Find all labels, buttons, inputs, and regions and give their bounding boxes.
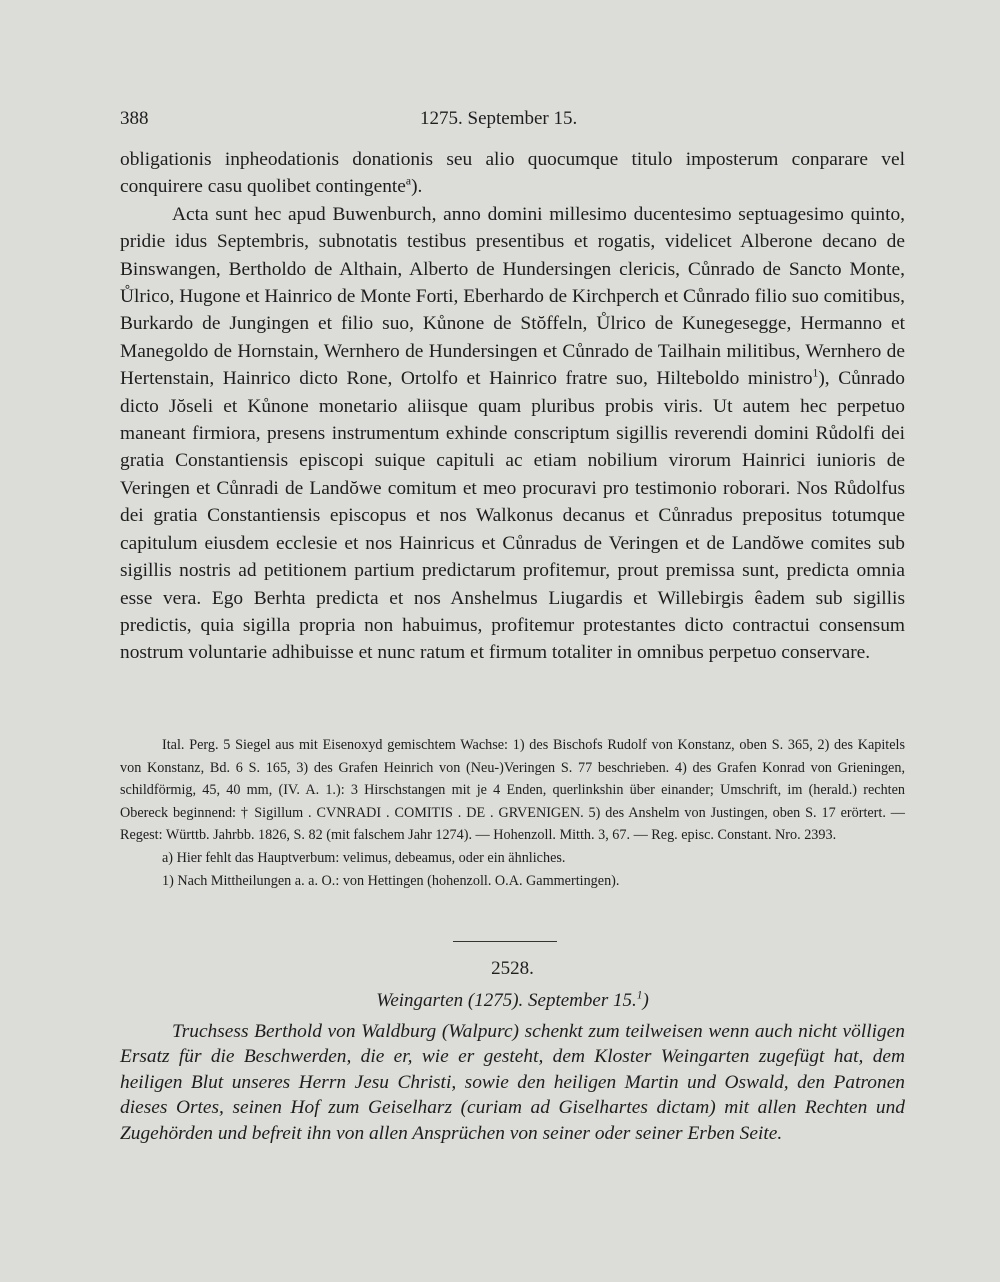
footnote-marker: a — [405, 174, 412, 188]
paragraph-text: ), Cůnrado dicto Jŏseli et Kůnone monetario aliisque quam pluribus probis viris. Ut autem hec perpetuo maneant firmiora, presens instrumentum exhinde conscriptum sigillis reverendi domini Růdolfi dei gratia Constantiensis episcopi suique capituli ac etiam nobilium virorum Hainrici iunioris de Veringen et Cůnradi de Landŏwe comitum et meo procuravi pro testimonio roborari. Nos Růdolfus dei gratia Constantiensis episcopus et nos Walkonus decanus et Cůnradus prepositus totumque capitulum eiusdem ecclesie et nos Hainricus et Cůnradus de Veringen et de Landŏwe comites sub sigillis nostris ad petitionem partium predictarum profitemur, prout premissa sunt, predicta omnia esse vera. Ego Berhta predicta et nos Anshelmus Liugardis et Willebirgis êadem sub sigillis predictis, quia sigilla propria non habuimus, profitemur protestantes dicto contractui consensum nostrum voluntarie adhibuisse et nunc ratum et firmum totaliter in omnibus perpetuo conservare. — [120, 368, 905, 664]
charter-text — [120, 146, 905, 667]
footnote-marker: 1 — [636, 989, 643, 1002]
charter-paragraph — [120, 146, 905, 201]
source-note: Ital. Perg. 5 Siegel aus mit Eisenoxyd gemischtem Wachse: 1) des Bischofs Rudolf von Konstanz, oben S. 365, 2) des Kapitels von Konstanz, Bd. 6 S. 165, 3) des Grafen Heinrich von (Neu-)Veringen S. 77 beschrieben. 4) des Grafen Konrad von Grieningen, schildförmig, 45, 40 mm, (IV. A. 1.): 3 Hirschstangen mit je 4 Enden, querlinkshin über einander; Umschrift, im (herald.) rechten Obereck beginnend: † Sigillum . CVNRADI . COMITIS . DE . GRVENIGEN. 5) des Anshelm von Justingen, oben S. 17 erörtert. — Regest: Württb. Jahrbb. 1826, S. 82 (mit falschem Jahr 1274). — Hohenzoll. Mitth. 3, 67. — Reg. episc. Constant. Nro. 2393. — [120, 737, 905, 844]
paragraph-text: ). — [411, 176, 423, 198]
place-date-heading — [120, 990, 905, 1012]
place-date-text: Weingarten (1275). September 15. — [376, 990, 637, 1011]
apparatus-notes — [120, 734, 905, 892]
page-header — [120, 108, 905, 138]
page-number: 388 — [120, 108, 149, 129]
footnote-1: 1) Nach Mittheilungen a. a. O.: von Hettingen (hohenzoll. O.A. Gammertingen). — [162, 872, 620, 889]
paragraph-text: obligationis inpheodationis donationis seu alio quocumque titulo imposterum conparare vel conquirere casu quolibet contingente — [120, 149, 905, 198]
footnote-marker: 1 — [812, 366, 819, 380]
footnote-a: a) Hier fehlt das Hauptverbum: velimus, debeamus, oder ein ähnliches. — [162, 849, 566, 866]
document-summary: Truchsess Berthold von Waldburg (Walpurc) schenkt zum teilweisen wenn auch nicht völligen Ersatz für die Beschwerden, die er, wie er gesteht, dem Kloster Weingarten zugefügt hat, dem heiligen Blut unseres Herrn Jesu Christi, sowie den heiligen Martin und Oswald, den Patronen dieses Ortes, seinen Hof zum Geiselharz (curiam ad Giselhartes dictam) mit allen Rechten und Zugehörden und befreit ihn von allen Ansprüchen von seiner oder seiner Erben Seite. — [120, 1021, 905, 1144]
document-number: 2528. — [491, 958, 534, 979]
header-date: 1275. September 15. — [420, 108, 578, 129]
paragraph-text: Acta sunt hec apud Buwenburch, anno domini millesimo ducentesimo septuagesimo quinto, pridie idus Septembris, subnotatis testibus presentibus et rogatis, videlicet Alberone decano de Binswangen, Bertholdo de Althain, Alberto de Hundersingen clericis, Cůnrado de Sancto Monte, Ůlrico, Hugone et Hainrico de Monte Forti, Eberhardo de Kirchperch et Cůnrado filio suo comitibus, Burkardo de Jungingen et filio suo, Kůnone de Stŏffeln, Ůlrico de Kunegesegge, Hermanno et Manegoldo de Hornstain, Wernhero de Hundersingen et Cůnrado de Tailhain militibus, Wernhero de Hertenstain, Hainrico dicto Rone, Ortolfo et Hainrico fratre suo, Hilteboldo ministro — [120, 203, 905, 390]
charter-paragraph — [120, 201, 905, 667]
section-divider — [453, 941, 557, 942]
place-date-end: ) — [642, 990, 649, 1011]
